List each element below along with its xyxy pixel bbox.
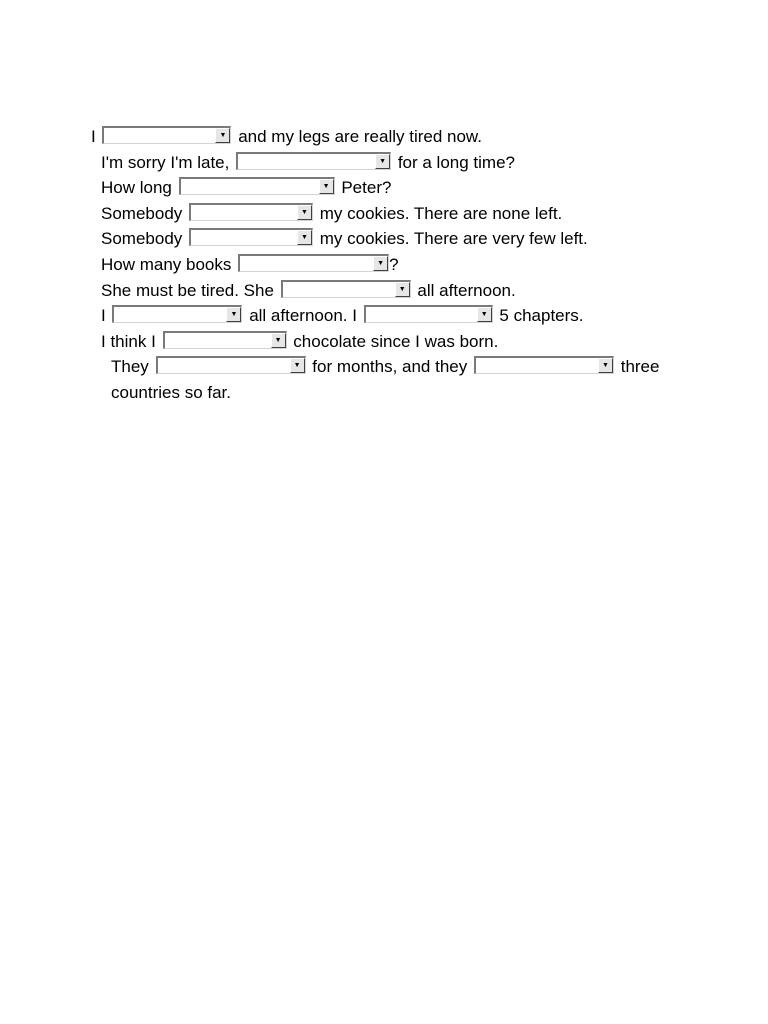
answer-dropdown-1[interactable]: [102, 126, 231, 144]
sentence-8: [91, 303, 691, 329]
sentence-text: and my legs are really tired now.: [238, 127, 482, 146]
dropdown-arrow-icon[interactable]: ▼: [290, 358, 305, 373]
sentence-text: How long: [101, 178, 172, 198]
sentence-text: my cookies. There are none left.: [319, 203, 563, 223]
dropdown-arrow-icon[interactable]: ▼: [477, 307, 492, 322]
sentence-text: all afternoon. I: [249, 306, 357, 326]
answer-dropdown-4[interactable]: [189, 203, 313, 221]
dropdown-arrow-icon[interactable]: ▼: [297, 205, 312, 220]
sentence-text: I: [91, 127, 96, 146]
sentence-text: How many books: [101, 254, 232, 274]
sentence-9: [91, 329, 691, 355]
sentence-4: [91, 201, 691, 227]
dropdown-arrow-icon[interactable]: ▼: [373, 256, 388, 271]
sentence-1: [91, 124, 691, 150]
sentence-2: [91, 150, 691, 176]
dropdown-arrow-icon[interactable]: ▼: [297, 230, 312, 245]
answer-dropdown-5[interactable]: [189, 228, 313, 246]
answer-dropdown-2[interactable]: [236, 152, 391, 170]
answer-dropdown-10a[interactable]: [156, 356, 306, 374]
answer-dropdown-10b[interactable]: [474, 356, 614, 374]
answer-dropdown-6[interactable]: [238, 254, 389, 272]
sentence-3: [91, 175, 691, 201]
dropdown-arrow-icon[interactable]: ▼: [319, 179, 334, 194]
sentence-text: my cookies. There are very few left.: [319, 229, 588, 249]
answer-dropdown-8b[interactable]: [364, 305, 493, 323]
sentence-text: I'm sorry I'm late,: [101, 152, 230, 172]
sentence-text: I: [101, 306, 106, 326]
answer-dropdown-8a[interactable]: [112, 305, 242, 323]
dropdown-arrow-icon[interactable]: ▼: [215, 128, 230, 143]
sentence-text: I think I: [101, 331, 156, 351]
sentence-text: They: [111, 357, 149, 377]
answer-dropdown-9[interactable]: [163, 331, 287, 349]
dropdown-arrow-icon[interactable]: ▼: [395, 282, 410, 297]
sentence-10: [91, 354, 691, 405]
answer-dropdown-7[interactable]: [281, 280, 411, 298]
sentence-text: Peter?: [341, 178, 392, 198]
grammar-exercise: [91, 124, 691, 406]
dropdown-arrow-icon[interactable]: ▼: [375, 154, 390, 169]
sentence-5: [91, 226, 691, 252]
answer-dropdown-3[interactable]: [179, 177, 335, 195]
sentence-text: all afternoon.: [417, 280, 516, 300]
sentence-text: Somebody: [101, 229, 183, 249]
sentence-text: for a long time?: [397, 152, 515, 172]
sentence-text: for months, and they: [312, 357, 468, 377]
dropdown-arrow-icon[interactable]: ▼: [598, 358, 613, 373]
sentence-6: [91, 252, 691, 278]
sentence-text: ?: [389, 254, 399, 274]
sentence-text: Somebody: [101, 203, 183, 223]
sentence-text: 5 chapters.: [499, 306, 584, 326]
sentence-text: chocolate since I was born.: [293, 331, 499, 351]
sentence-text: She must be tired. She: [101, 280, 274, 300]
dropdown-arrow-icon[interactable]: ▼: [271, 333, 286, 348]
dropdown-arrow-icon[interactable]: ▼: [226, 307, 241, 322]
sentence-text: three countries so far.: [111, 357, 660, 402]
sentence-7: [91, 278, 691, 304]
